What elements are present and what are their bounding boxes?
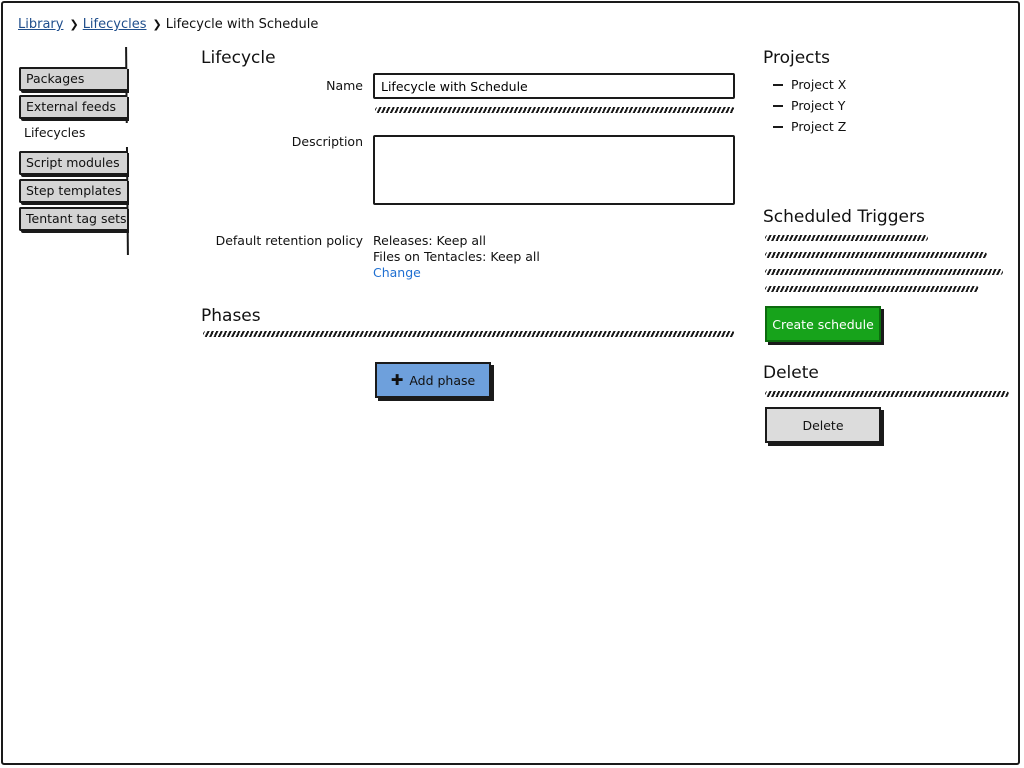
breadcrumb-current: Lifecycle with Schedule: [165, 17, 319, 32]
triggers-help-line-3: [765, 269, 1003, 275]
phases-heading: Phases: [201, 306, 261, 326]
triggers-help-line-1: [765, 235, 928, 241]
tab-script-modules[interactable]: Script modules: [19, 151, 127, 175]
retention-files: Files on Tentacles: Keep all: [373, 249, 540, 264]
description-textarea[interactable]: [373, 135, 735, 205]
tab-packages[interactable]: Packages: [19, 67, 127, 91]
chevron-right-icon: ❯: [152, 18, 162, 31]
projects-list: [763, 74, 846, 137]
breadcrumb: [18, 17, 318, 32]
chevron-right-icon: ❯: [69, 18, 79, 31]
lifecycle-heading: Lifecycle: [201, 48, 276, 68]
tab-step-templates[interactable]: Step templates: [19, 179, 127, 203]
project-item-z[interactable]: Project Z: [763, 116, 846, 137]
create-schedule-button[interactable]: Create schedule: [765, 306, 881, 342]
tab-tenant-tag-sets[interactable]: Tentant tag sets: [19, 207, 127, 231]
scheduled-triggers-heading: Scheduled Triggers: [763, 207, 925, 227]
tab-external-feeds[interactable]: External feeds: [19, 95, 127, 119]
breadcrumb-lifecycles-link[interactable]: Lifecycles: [82, 17, 147, 32]
description-label: Description: [291, 134, 363, 149]
tab-lifecycles[interactable]: Lifecycles: [19, 123, 131, 147]
name-help-text: [375, 107, 735, 113]
name-label: Name: [326, 78, 363, 93]
add-phase-label: Add phase: [409, 372, 476, 388]
triggers-help-line-2: [765, 252, 987, 258]
phases-help-text: [203, 331, 735, 337]
project-item-x[interactable]: Project X: [763, 74, 846, 95]
projects-heading: Projects: [763, 48, 831, 68]
retention-releases: Releases: Keep all: [373, 233, 487, 248]
retention-values: [373, 233, 540, 281]
delete-heading: Delete: [763, 363, 819, 383]
delete-button[interactable]: Delete: [765, 407, 881, 443]
retention-label: Default retention policy: [215, 233, 363, 248]
add-phase-button[interactable]: [375, 362, 491, 398]
name-input[interactable]: [373, 73, 735, 99]
delete-help-text: [765, 391, 1009, 397]
triggers-help-line-4: [765, 286, 979, 292]
change-retention-link[interactable]: Change: [373, 265, 421, 280]
breadcrumb-library-link[interactable]: Library: [18, 17, 64, 32]
window-frame: [1, 1, 1020, 765]
plus-icon: ✚: [390, 371, 404, 389]
project-item-y[interactable]: Project Y: [763, 95, 846, 116]
